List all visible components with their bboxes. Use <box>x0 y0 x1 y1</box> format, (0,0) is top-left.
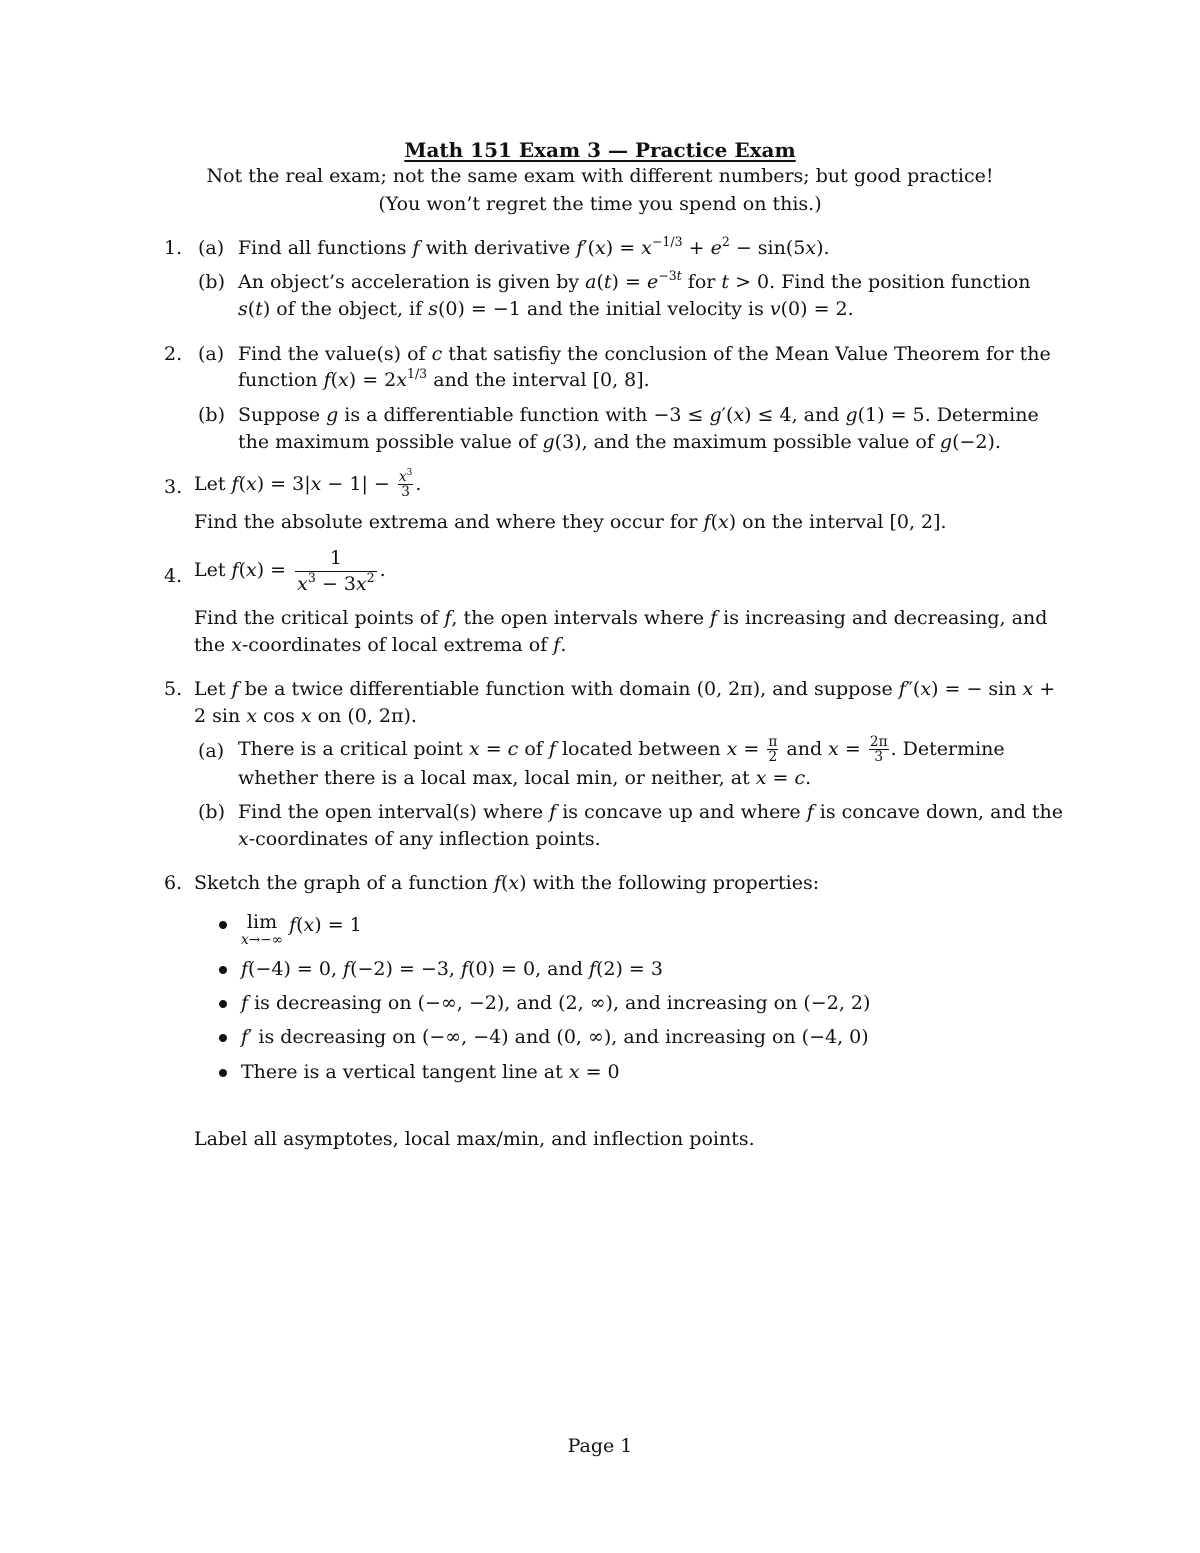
bullet-marker <box>219 1069 227 1077</box>
problem-2b-text-line2: the maximum possible value of g(3), and the maximum possible value of g(−2). <box>238 431 1001 453</box>
problem-2-number: 2. <box>164 343 183 365</box>
problem-1a-label: (a) <box>198 237 225 259</box>
property-values: f(−4) = 0, f(−2) = −3, f(0) = 0, and f(2) = 3 <box>241 958 663 980</box>
problem-4-stem: Let f(x) = $\frac{1}{x^3 - 3x^2}$ . <box>194 547 386 595</box>
problem-4-number: 4. <box>164 565 183 587</box>
problem-1-number: 1. <box>164 237 183 259</box>
bullet-marker <box>219 1000 227 1008</box>
problem-4-text-line1: Find the critical points of f, the open intervals where f is increasing and decreasing, and <box>194 607 1048 629</box>
problem-5b-text-line1: Find the open interval(s) where f is concave up and where f is concave down, and the <box>238 801 1064 823</box>
problem-2b-text-line1: Suppose g is a differentiable function with −3 ≤ g′(x) ≤ 4, and g(1) = 5. Determine <box>238 404 1039 426</box>
problem-1a-text: Find all functions f with derivative $f'(x) = x^{-1/3} + e^2 - \sin(5x)$. <box>238 233 830 259</box>
problem-5-stem-line2: 2 sin x cos x on (0, 2π). <box>194 705 417 727</box>
problem-3-text: Find the absolute extrema and where they occur for f(x) on the interval [0, 2]. <box>194 511 947 533</box>
property-vertical-tangent: There is a vertical tangent line at x = 0 <box>241 1061 620 1083</box>
page-title: Math 151 Exam 3 — Practice Exam <box>404 138 796 162</box>
property-monotonicity: f is decreasing on (−∞, −2), and (2, ∞), and increasing on (−2, 2) <box>241 992 871 1014</box>
problem-2a-text-line2: function $f(x) = 2x^{1/3}$ and the interval [0, 8]. <box>238 365 650 391</box>
problem-4-text-line2: the x-coordinates of local extrema of f. <box>194 634 567 656</box>
problem-3-stem: Let f(x) = 3|x − 1| − $\frac{x^3}{3}$ . <box>194 468 422 501</box>
problem-5a-text-line1: There is a critical point x = c of f located between x = $\frac{\pi}{2}$ and x = $\frac{2\pi}{3}$ . Determine <box>238 734 1005 766</box>
problem-5b-label: (b) <box>198 801 225 823</box>
problem-5a-text-line2: whether there is a local max, local min, or neither, at x = c. <box>238 767 812 789</box>
problem-5-stem-line1: Let f be a twice differentiable function with domain (0, 2π), and suppose f″(x) = − sin x + <box>194 678 1056 700</box>
problem-1b-label: (b) <box>198 271 225 293</box>
problem-6-stem: Sketch the graph of a function f(x) with the following properties: <box>194 872 820 894</box>
property-limit: lim x→−∞ f(x) = 1 <box>241 911 362 948</box>
problem-6-closing: Label all asymptotes, local max/min, and inflection points. <box>194 1128 755 1150</box>
problem-2a-label: (a) <box>198 343 225 365</box>
page-subtitle-2: (You won’t regret the time you spend on this.) <box>378 193 822 215</box>
problem-1b-text-line2: s(t) of the object, if s(0) = −1 and the initial velocity is v(0) = 2. <box>238 298 854 320</box>
problem-5-number: 5. <box>164 678 183 700</box>
page-subtitle-1: Not the real exam; not the same exam with different numbers; but good practice! <box>206 165 994 187</box>
problem-6-number: 6. <box>164 872 183 894</box>
bullet-marker <box>219 921 227 929</box>
problem-5a-label: (a) <box>198 740 225 762</box>
problem-2b-label: (b) <box>198 404 225 426</box>
property-concavity: f′ is decreasing on (−∞, −4) and (0, ∞), and increasing on (−4, 0) <box>241 1026 869 1048</box>
bullet-marker <box>219 1034 227 1042</box>
problem-5b-text-line2: x-coordinates of any inflection points. <box>238 828 601 850</box>
problem-2a-text-line1: Find the value(s) of c that satisfiy the conclusion of the Mean Value Theorem for the <box>238 343 1051 365</box>
page-number: Page 1 <box>567 1435 633 1457</box>
bullet-marker <box>219 966 227 974</box>
problem-1b-text-line1: An object’s acceleration is given by $a(t) = e^{-3t}$ for t > 0. Find the position function <box>238 267 1031 293</box>
problem-3-number: 3. <box>164 476 183 498</box>
